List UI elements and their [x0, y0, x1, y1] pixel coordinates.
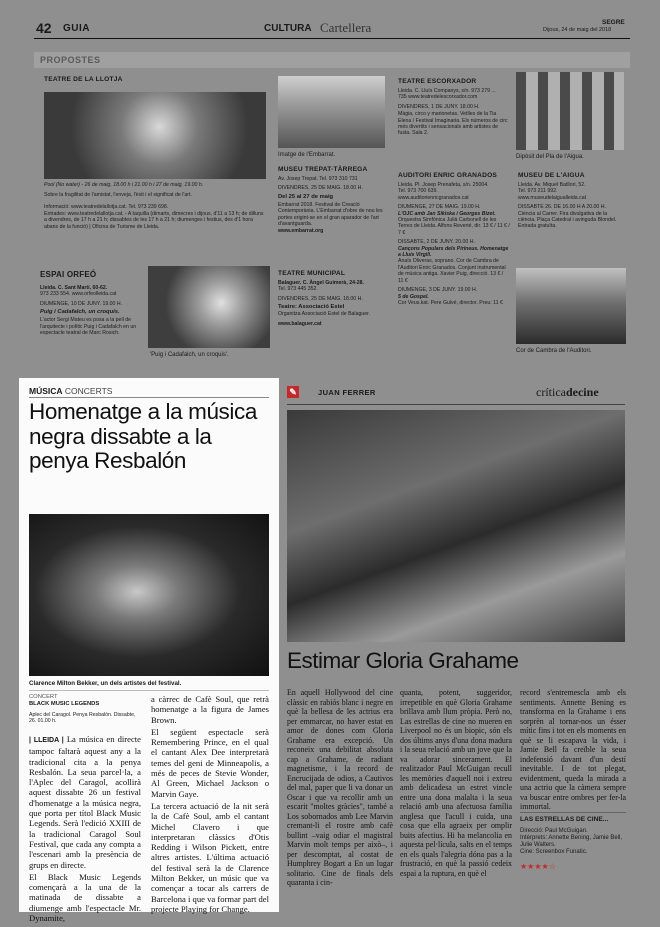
cinema-col-2 — [400, 688, 512, 880]
newspaper-name: SEGRE — [602, 19, 625, 26]
music-article — [19, 378, 279, 924]
music-kicker-b: CONCERTS — [64, 386, 113, 396]
trepat-web: www.embarrat.org — [278, 228, 324, 235]
museu-aigua-title: MUSEU DE L'AIGUA — [518, 172, 585, 179]
municipal-body: Organitza Associació Estel de Balaguer. — [278, 311, 370, 318]
escorxador-title: TEATRE ESCORXADOR — [398, 78, 477, 85]
music-col-1-p1: La música en directe tampoc faltarà aquest any a la tradicional cita a la penya Resbalón. La seua parcel·la, a l'Aplec del Caragol, acollirà aquest dissabte 26 un festival d'homenatge a la música negra, que porta per títol Black Music Legends. Serà l'edició XXIII de la tradicional Caragol Soul Festival, que cada any compta a l'escenari amb la presència de grups en directe. — [29, 734, 141, 870]
page-header — [0, 16, 660, 38]
cinema-col-1-text: En aquell Hollywood del cine clàssic en rabiós blanc i negre en què la bellesa de les actrius era per emmarcar, no haver estat en amor de dones com Gloria Grahame era excepció. Un reconeix una debilitat absoluta cap a Grahame, de radiant magnetisme, i la record de Encrucijada de odios, a Cautivos del mal, paper que li va donar un Oscar i que va recollir amb un escarit "moltes gràcies", també a Los sobornados amb Lee Marvin cremant-li el rostre amb cafè bullint –vaig odiar el magistral Marvin molt temps per això–, i per descomptat, al costat de Humphrey Bogart a En un lugar solitario. Cine de finals dels quaranta i cin- — [287, 688, 393, 887]
cinema-author-icon: ✎ — [287, 386, 299, 398]
music-lead: | LLEIDA | — [29, 737, 64, 744]
granados-address: Lleida. Pl. Josep Prenafeta, s/n. 25004. — [398, 182, 489, 188]
section-center-b: Cartellera — [320, 20, 372, 35]
music-kicker — [29, 386, 112, 396]
museu-aigua-block — [518, 172, 626, 264]
cinema-col-3-text: record s'entremescla amb els sentiments. Annette Bening es transforma en la Grahame i ens sorprèn al tornar-nos un ésser mític fins i tot en els moments en què se li escapava la vida, i Jamie Bell fa creïble la seua indefensió davant d'un destí inevitable. I de tot plegat, evidentment, queda la mirada a una actriu que la càmera sempre va buscar entre ombres per fer-la immortal. — [520, 688, 626, 811]
municipal-tel: Tel. 973 445 352. — [278, 286, 318, 293]
diposit-photo — [516, 72, 624, 150]
granados-block — [398, 172, 510, 372]
escorxador-block — [398, 78, 508, 168]
diposit-caption: Dipòsit del Pla de l'Aigua. — [516, 154, 584, 160]
granados-body-1: Orquestra Simfònica Julià Carbonell de les Terres de Lleida. Alfons Reverté, dir. 13 € / 11 € / 7 € — [398, 217, 510, 236]
trepat-block — [278, 166, 388, 266]
propostes-label: PROPOSTES — [40, 55, 101, 65]
film-title: LAS ESTRELLAS DE CINE... — [520, 816, 609, 823]
concert-box — [29, 694, 139, 725]
museu-aigua-tel: Tel. 973 211 992. — [518, 188, 558, 195]
llotja-body: Sobre la fragilitat de l'amistat, l'enveja, l'èxit i el significat de l'art. — [44, 192, 192, 198]
cinema-kicker-a: crítica — [536, 385, 566, 399]
music-caption: Clarence Milton Bekker, un dels artistes del festival. — [29, 680, 182, 687]
granados-days-2: DISSABTE, 2 DE JUNY. 20.00 H. — [398, 239, 475, 246]
museu-aigua-address: Lleida. Av. Miquel Batllori, 52. — [518, 182, 586, 188]
granados-body-3: Cor Veus.kat. Pere Gulvé, director. Preu: 11 € — [398, 299, 503, 306]
trepat-address: Av. Josep Trepat. Tel. 973 310 731 — [278, 176, 358, 182]
escorxador-web: 735 www.teatredelescorxador.com — [398, 94, 478, 101]
granados-web: www.auditorienricgranados.cat — [398, 194, 469, 201]
cinema-col-2-text: quanta, potent, suggeridor, irrepetible en què Gloria Grahame brillava amb llum pròpia. Però no, Las estrellas de cine no mueren en Liverpool no és un biopic, són els dos últims anys d'una dona madura i la seua relació amb un jove que la va adorar sincerament. El realitzador Paul McGuigan recull les memòries d'aquell noi i extreu amb delicadesa un estret vincle entre una dona malalta i la seua relació amb una afectuosa família anglesa que l'acull i cuida, una cosa que ella agraeix per omplir buits afectius. Hi ha melancolia en aquesta pel·lícula, salts en el temps en els quals l'alegria dóna pas a la frustració, en què la passió cedeix espai a la ruptura, en què el — [400, 688, 512, 878]
film-cinema: Cine: Screenbox Funatic. — [520, 849, 588, 855]
trepat-body: Embarrat 2018. Festival de Creació Contemporània. L'Embarrat d'obre de nou les portes erigint-se en el gran aparador de l'art d'avantguarda. — [278, 201, 383, 228]
municipal-web: www.balaguer.cat — [278, 320, 322, 327]
granados-show-1: L'OJC amb Jan Sikiska i Georges Bizet. — [398, 210, 496, 217]
orfeo-caption: 'Puig i Cadafalch, un croquis'. — [150, 352, 229, 358]
music-headline: Homenatge a la música negra dissabte a la penya Resbalón — [29, 399, 257, 473]
orfeo-block — [40, 270, 140, 370]
cinema-col-3 — [520, 688, 626, 814]
llotja-entrades: Entrades: www.teatredelallotja.cat. - A taquilla (dimarts, dimecres i dijous, d'11 a 13 h; de dilluns a divendres, de 17 h a 21 h; dissabtes de les 17 h a 21 h; diumenges i festius, des d'1 hora abans de la funció) | Oficina de Turisme de Lleida. — [44, 211, 264, 230]
orfeo-address: Lleida. C. Sant Martí, 60-62. — [40, 285, 108, 291]
orfeo-body: L'actor Sergi Mateu es posa a la pell de l'arquitecte i polític Puig i Cadafalch en un espectacle teatral de Marc Rosich. — [40, 317, 137, 337]
trepat-title: MUSEU TREPAT-TÀRREGA — [278, 166, 368, 173]
cinema-headline: Estimar Gloria Grahame — [287, 648, 519, 673]
section-name: GUIA — [63, 23, 90, 34]
trepat-range: Del 25 al 27 de maig — [278, 193, 334, 200]
museu-aigua-days: DISSABTE 26. DE 16.00 H A 20.00 H. — [518, 204, 606, 211]
municipal-title: TEATRE MUNICIPAL — [278, 270, 346, 277]
music-kicker-a: MÚSICA — [29, 386, 63, 396]
granados-show-2: Cançons Populars dels Pirineus. Homenatge a Lluís Virgili. — [398, 245, 509, 259]
municipal-assoc: Teatre: Associació Estel — [278, 304, 345, 311]
cinema-photo — [287, 410, 625, 642]
orfeo-photo — [148, 266, 270, 348]
escorxador-city: Lleida. C. Lluís Companys, s/n. 973 279 ... — [398, 88, 496, 94]
granados-body-2: Anaïs Oliveras, soprano. Cor de Cambra de l'Auditori Enric Granados. Conjunt instrumental de música antiga. Xavier Puig, direcció. 13 € / 11 € — [398, 258, 506, 284]
cor-caption: Cor de Cambra de l'Auditori. — [516, 348, 592, 354]
granados-title: AUDITORI ENRIC GRANADOS — [398, 172, 497, 179]
llotja-block — [40, 72, 270, 262]
music-col-1-p2: El Black Music Legends començarà a la una de la matinada de dissabte a diumenge amb l'espectacle Mr. Dynamite, — [29, 871, 141, 924]
cinema-kicker-b: decine — [565, 385, 599, 399]
film-director: Direcció: Paul McGuigan. — [520, 828, 588, 834]
concert-box-title: BLACK MUSIC LEGENDS — [29, 701, 100, 707]
escorxador-body: Màgia, circo y marionetas. Vetlles de la Tia Elena / Festival Imaginaria. Els números de circ més divertits i sensacionals amb artistes de fusta. Sala 2. — [398, 111, 508, 137]
museu-aigua-body: Ciència al Carrer. Fira divulgativa de la ciència. Plaça Catedral i avinguda Blondel. Entrada gratuïta. — [518, 210, 617, 230]
propostes-band — [34, 52, 630, 68]
film-cast: Intèrprets: Annette Bening, Jamie Bell, Julie Walters. — [520, 835, 623, 848]
cinema-author: JUAN FERRER — [318, 388, 376, 397]
museu-aigua-web: www.museudelaigualleida.cat — [518, 194, 587, 201]
granados-tel: Tel. 973 700 639. — [398, 188, 438, 195]
film-rating: ★★★★☆ — [520, 862, 556, 871]
film-info-box — [520, 816, 626, 871]
page-number: 42 — [36, 20, 52, 36]
trepat-days: DIVENDRES, 25 DE MAIG. 18.00 H. — [278, 185, 363, 192]
escorxador-days: DIVENDRES, 1 DE JUNY. 18.00 H. — [398, 103, 480, 110]
issue-date: Dijous, 24 de maig del 2018 — [543, 27, 612, 33]
concert-box-where: Aplec del Caragol. Penya Resbalón. Dissabte, 26. 01.00 h. — [29, 712, 136, 725]
section-center-a: CULTURA — [264, 23, 312, 34]
music-photo — [29, 514, 269, 676]
music-col-2-p1: a càrrec de Cafè Soul, que retrà homenatge a la figura de James Brown. — [151, 694, 269, 725]
llotja-title: TEATRE DE LA LLOTJA — [44, 76, 123, 83]
music-col-2-p2: El següent espectacle serà Remembering Prince, en el qual el cantant Alex Dee interpretarà temes del geni de Minneapolis, a més de peces de Stevie Wonder, Al Green, Michael Jackson o Marvin Gaye. — [151, 726, 269, 799]
cor-photo — [516, 268, 626, 344]
municipal-address: Balaguer. C. Àngel Guimerà, 24-28. — [278, 280, 364, 286]
granados-days-3: DIUMENGE, 3 DE JUNY. 19.00 H. — [398, 287, 478, 294]
municipal-block — [278, 270, 388, 360]
orfeo-show: Puig i Cadafalch, un croquis. — [40, 309, 120, 316]
orfeo-tel: 973 233 554. www.orfeolleida.cat — [40, 291, 117, 298]
granados-show-3: 5 de Gospel. — [398, 293, 429, 300]
municipal-days: DIVENDRES, 25 DE MAIG. 18.00 H. — [278, 295, 363, 302]
embarrat-caption: Imatge de l'Embarrat. — [278, 152, 336, 158]
music-col-1 — [29, 734, 141, 925]
cinema-col-1 — [287, 688, 393, 890]
orfeo-title: ESPAI ORFEÓ — [40, 270, 97, 279]
concert-box-label: CONCERT — [29, 694, 58, 700]
llotja-photo — [44, 92, 266, 179]
orfeo-days: DIUMENGE, 10 DE JUNY. 19.00 H. — [40, 300, 123, 307]
cinema-kicker — [536, 385, 599, 400]
granados-days-1: DIUMENGE, 27 DE MAIG. 19.00 H. — [398, 204, 481, 211]
llotja-caption: Pool (No water) - 26 de maig, 18.00 h i 21.00 h i 27 de maig, 19.00 h. — [44, 182, 204, 188]
llotja-info: Informació: www.teatredelallotja.cat. Tel. 973 239 698. — [44, 204, 169, 210]
music-col-2-p3: La tercera actuació de la nit serà la de Cafè Soul, amb el cantant Michel Clavero i que interpretaran clàssics d'Otis Redding i Wilson Pickett, entre altres artistes. L'última actuació del festival serà la de Clarence Milton Bekker, un músic que va començar a tocar als carrers de Barcelona i que va formar part del projecte Playing for Change. — [151, 800, 269, 914]
music-col-2 — [151, 694, 269, 916]
embarrat-photo — [278, 76, 385, 148]
